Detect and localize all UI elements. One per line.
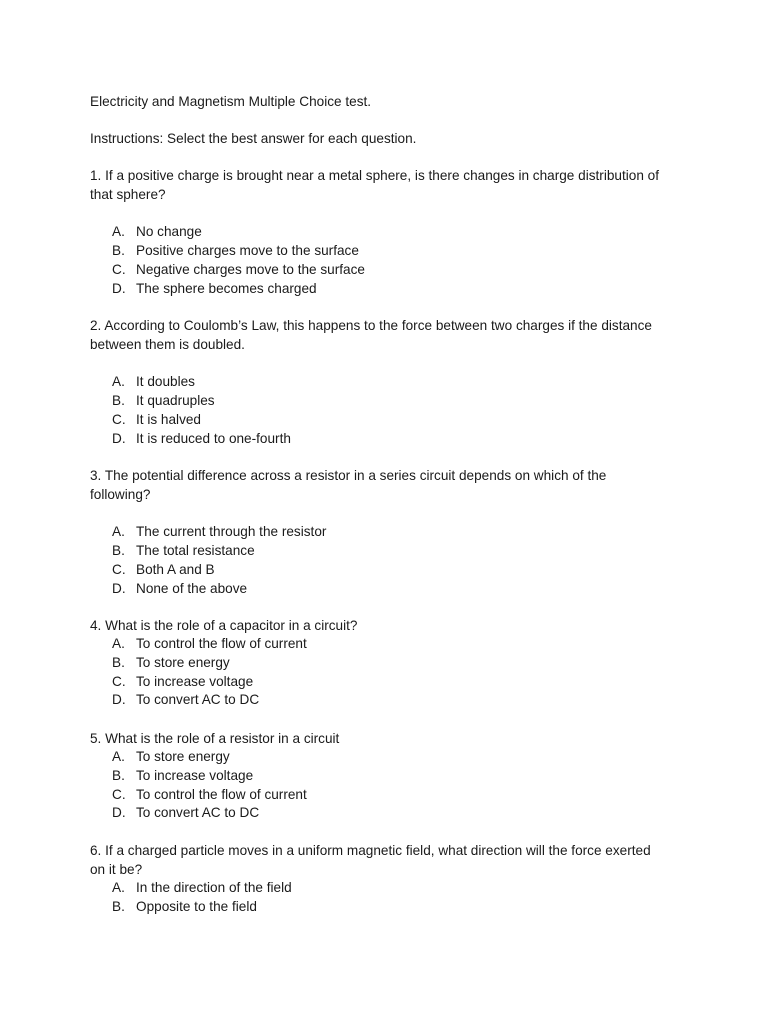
answer-option — [112, 430, 291, 448]
question-text-line: 6. If a charged particle moves in a uniform magnetic field, what direction will the force exerted — [90, 843, 651, 858]
option-text: Both A and B — [136, 562, 215, 577]
question-text-line: 1. If a positive charge is brought near a metal sphere, is there changes in charge distribution of — [90, 168, 659, 183]
option-letter: A. — [112, 224, 125, 239]
answer-option — [112, 898, 257, 916]
answer-option — [112, 635, 307, 653]
answer-option — [112, 748, 230, 766]
option-letter: A. — [112, 374, 125, 389]
option-text: It quadruples — [136, 393, 215, 408]
option-text: Negative charges move to the surface — [136, 262, 365, 277]
answer-option — [112, 804, 259, 822]
answer-option — [112, 691, 259, 709]
option-letter: A. — [112, 880, 125, 895]
answer-option — [112, 223, 202, 241]
option-text: To convert AC to DC — [136, 805, 260, 820]
option-letter: A. — [112, 524, 125, 539]
question-text-line: 2. According to Coulomb’s Law, this happens to the force between two charges if the distance — [90, 318, 652, 333]
option-text: Opposite to the field — [136, 899, 257, 914]
answer-option — [112, 786, 307, 804]
option-text: The sphere becomes charged — [136, 281, 317, 296]
answer-option — [112, 411, 201, 429]
answer-option — [112, 561, 215, 579]
option-letter: D. — [112, 692, 126, 707]
answer-option — [112, 280, 317, 298]
option-text: To increase voltage — [136, 768, 254, 783]
option-letter: D. — [112, 431, 126, 446]
question-text-line: 3. The potential difference across a resistor in a series circuit depends on which of the — [90, 468, 607, 483]
option-letter: C. — [112, 787, 126, 802]
option-text: The current through the resistor — [136, 524, 327, 539]
question-text-line: on it be? — [90, 862, 143, 877]
option-text: To control the flow of current — [136, 787, 307, 802]
option-text: It is reduced to one-fourth — [136, 431, 291, 446]
option-text: Positive charges move to the surface — [136, 243, 359, 258]
option-text: To control the flow of current — [136, 636, 307, 651]
answer-option — [112, 392, 215, 410]
option-letter: C. — [112, 562, 126, 577]
option-text: It is halved — [136, 412, 201, 427]
question-text-line: that sphere? — [90, 187, 166, 202]
option-text: No change — [136, 224, 202, 239]
answer-option — [112, 261, 365, 279]
option-letter: B. — [112, 543, 125, 558]
question-text-line: 4. What is the role of a capacitor in a circuit? — [90, 618, 358, 633]
option-letter: C. — [112, 412, 126, 427]
option-letter: D. — [112, 805, 126, 820]
option-letter: B. — [112, 768, 125, 783]
answer-option — [112, 373, 195, 391]
question-text-line: following? — [90, 487, 151, 502]
option-text: To convert AC to DC — [136, 692, 260, 707]
answer-option — [112, 242, 359, 260]
answer-option — [112, 580, 247, 598]
option-letter: A. — [112, 749, 125, 764]
option-text: None of the above — [136, 581, 248, 596]
option-letter: B. — [112, 899, 125, 914]
option-text: The total resistance — [136, 543, 255, 558]
answer-option — [112, 654, 230, 672]
question-text-line: 5. What is the role of a resistor in a circuit — [90, 731, 340, 746]
option-letter: C. — [112, 674, 126, 689]
option-text: It doubles — [136, 374, 195, 389]
option-text: To store energy — [136, 749, 230, 764]
document-title: Electricity and Magnetism Multiple Choice test. — [90, 94, 372, 109]
option-letter: B. — [112, 393, 125, 408]
option-text: To store energy — [136, 655, 230, 670]
question-text-line: between them is doubled. — [90, 337, 245, 352]
answer-option — [112, 879, 292, 897]
option-letter: B. — [112, 243, 125, 258]
answer-option — [112, 673, 253, 691]
answer-option — [112, 767, 253, 785]
option-letter: A. — [112, 636, 125, 651]
option-text: To increase voltage — [136, 674, 254, 689]
option-letter: D. — [112, 581, 126, 596]
instructions: Instructions: Select the best answer for each question. — [90, 131, 417, 146]
answer-option — [112, 523, 326, 541]
answer-option — [112, 542, 255, 560]
option-letter: C. — [112, 262, 126, 277]
option-text: In the direction of the field — [136, 880, 292, 895]
option-letter: D. — [112, 281, 126, 296]
option-letter: B. — [112, 655, 125, 670]
